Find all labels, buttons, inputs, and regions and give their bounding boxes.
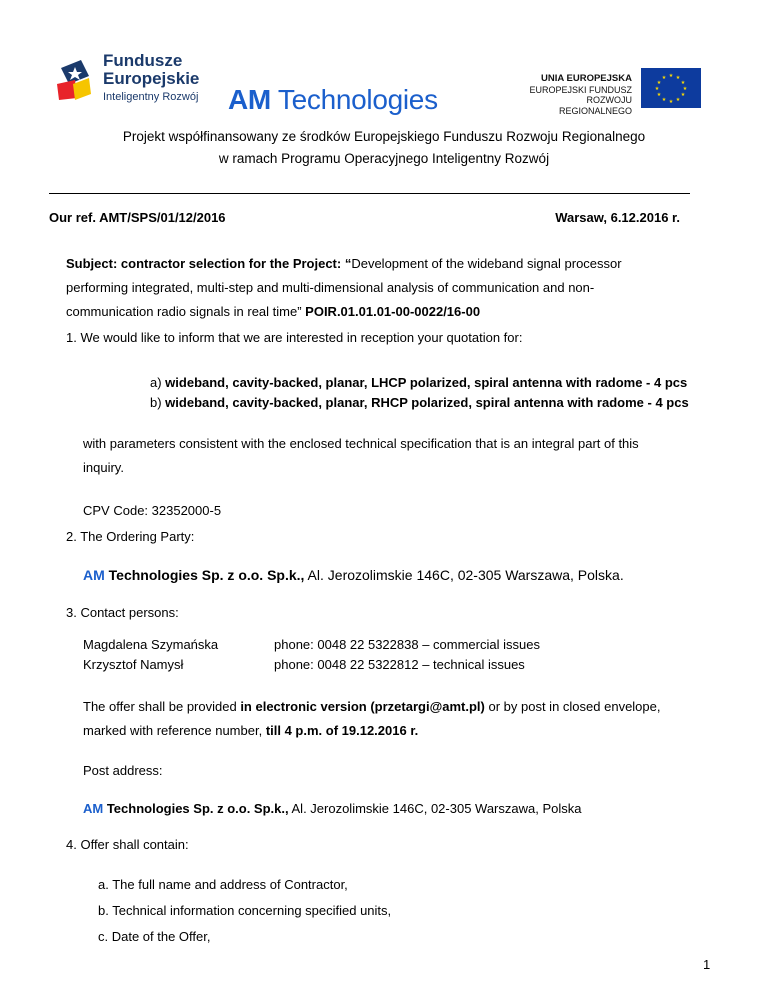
svg-text:★: ★ <box>661 75 667 81</box>
fe-logo-line1: Fundusze <box>103 51 183 70</box>
offer-deadline: till 4 p.m. of 19.12.2016 r. <box>265 723 419 738</box>
ordering-party-am: AM <box>83 567 105 583</box>
item-1a-text: wideband, cavity-backed, planar, LHCP polarized, spiral antenna with radome - 4 pcs <box>165 375 688 390</box>
contact-name-2: Krzysztof Namysł <box>83 657 184 672</box>
post-address-label: Post address: <box>83 763 163 778</box>
svg-text:★: ★ <box>656 80 662 86</box>
param-line-1: with parameters consistent with the enclosed technical specification that is an integral part of this <box>83 436 639 451</box>
eu-logo-line1: UNIA EUROPEJSKA <box>541 73 632 84</box>
document-date: Warsaw, 6.12.2016 r. <box>555 210 680 225</box>
offer-line-2 <box>83 723 418 738</box>
post-address-company: Technologies Sp. z o.o. Sp.k., <box>103 801 289 816</box>
ordering-party-company: Technologies Sp. z o.o. Sp.k., <box>104 567 305 583</box>
subject-label: Subject: contractor selection for the Project: “ <box>66 256 352 271</box>
am-technologies-logo <box>228 84 438 116</box>
eu-logo-line3: ROZWOJU REGIONALNEGO <box>558 95 632 116</box>
post-address-am: AM <box>83 801 104 816</box>
contact-phone-2: phone: 0048 22 5322812 – technical issues <box>274 657 525 672</box>
item-2-label: 2. The Ordering Party: <box>66 529 195 544</box>
fe-logo-line2: Europejskie <box>103 69 200 88</box>
item-1b-text: wideband, cavity-backed, planar, RHCP polarized, spiral antenna with radome - 4 pcs <box>165 395 689 410</box>
item-1b-label: b) <box>150 395 166 410</box>
subject-title-start: Development of the wideband signal processor <box>351 256 622 271</box>
page-number: 1 <box>703 957 711 972</box>
header-divider <box>49 193 690 194</box>
svg-text:★: ★ <box>656 92 662 98</box>
item-4b: b. Technical information concerning specified units, <box>98 903 392 918</box>
eu-flag-icon <box>641 68 701 108</box>
post-address-street: Al. Jerozolimskie 146C, 02-305 Warszawa, Polska <box>288 801 582 816</box>
subject-title-end: communication radio signals in real time” <box>66 304 306 319</box>
post-address <box>83 801 581 816</box>
subject-line-1 <box>66 256 622 271</box>
item-4-label: 4. Offer shall contain: <box>66 837 189 852</box>
contact-phone-1: phone: 0048 22 5322838 – commercial issues <box>274 637 540 652</box>
item-1b <box>150 395 689 410</box>
svg-text:★: ★ <box>680 92 686 98</box>
svg-text:★: ★ <box>682 86 688 92</box>
svg-text:★: ★ <box>661 97 667 103</box>
item-4a: a. The full name and address of Contractor, <box>98 877 348 892</box>
item-1a <box>150 375 687 390</box>
cpv-code: CPV Code: 32352000-5 <box>83 503 222 518</box>
item-3-label: 3. Contact persons: <box>66 605 179 620</box>
param-line-2: inquiry. <box>83 460 124 475</box>
item-4c: c. Date of the Offer, <box>98 929 211 944</box>
subject-line-3 <box>66 304 480 319</box>
offer-text-3: marked with reference number, <box>83 723 266 738</box>
ordering-party <box>83 567 624 583</box>
project-line-1: Projekt współfinansowany ze środków Europejskiego Funduszu Rozwoju Regionalnego <box>122 129 646 144</box>
fe-logo-line3: Inteligentny Rozwój <box>103 91 199 103</box>
svg-text:★: ★ <box>668 99 674 105</box>
svg-text:★: ★ <box>680 80 686 86</box>
amt-logo-am: AM <box>228 84 271 115</box>
amt-logo-rest: Technologies <box>270 84 438 115</box>
subject-line-2: performing integrated, multi-step and multi-dimensional analysis of communication and non- <box>66 280 595 295</box>
project-line-2: w ramach Programu Operacyjnego Inteligentny Rozwój <box>218 151 550 166</box>
offer-electronic: in electronic version (przetargi@amt.pl) <box>240 699 485 714</box>
project-code: POIR.01.01.01-00-0022/16-00 <box>305 304 481 319</box>
offer-text-2: or by post in closed envelope, <box>484 699 661 714</box>
our-ref: Our ref. AMT/SPS/01/12/2016 <box>49 210 226 225</box>
ordering-party-address: Al. Jerozolimskie 146C, 02-305 Warszawa, Polska. <box>304 567 624 583</box>
svg-text:★: ★ <box>675 97 681 103</box>
svg-text:★: ★ <box>654 86 660 92</box>
eu-logo-text <box>514 74 632 116</box>
fe-star-icon <box>55 54 97 104</box>
svg-text:★: ★ <box>668 73 674 79</box>
eu-logo-line2: EUROPEJSKI FUNDUSZ <box>529 84 632 95</box>
offer-line-1 <box>83 699 660 714</box>
offer-text-1: The offer shall be provided <box>83 699 241 714</box>
item-1a-label: a) <box>150 375 166 390</box>
fundusze-europejskie-logo <box>55 50 215 110</box>
svg-text:★: ★ <box>675 75 681 81</box>
contact-name-1: Magdalena Szymańska <box>83 637 219 652</box>
item-1-intro: 1. We would like to inform that we are interested in reception your quotation for: <box>66 330 523 345</box>
